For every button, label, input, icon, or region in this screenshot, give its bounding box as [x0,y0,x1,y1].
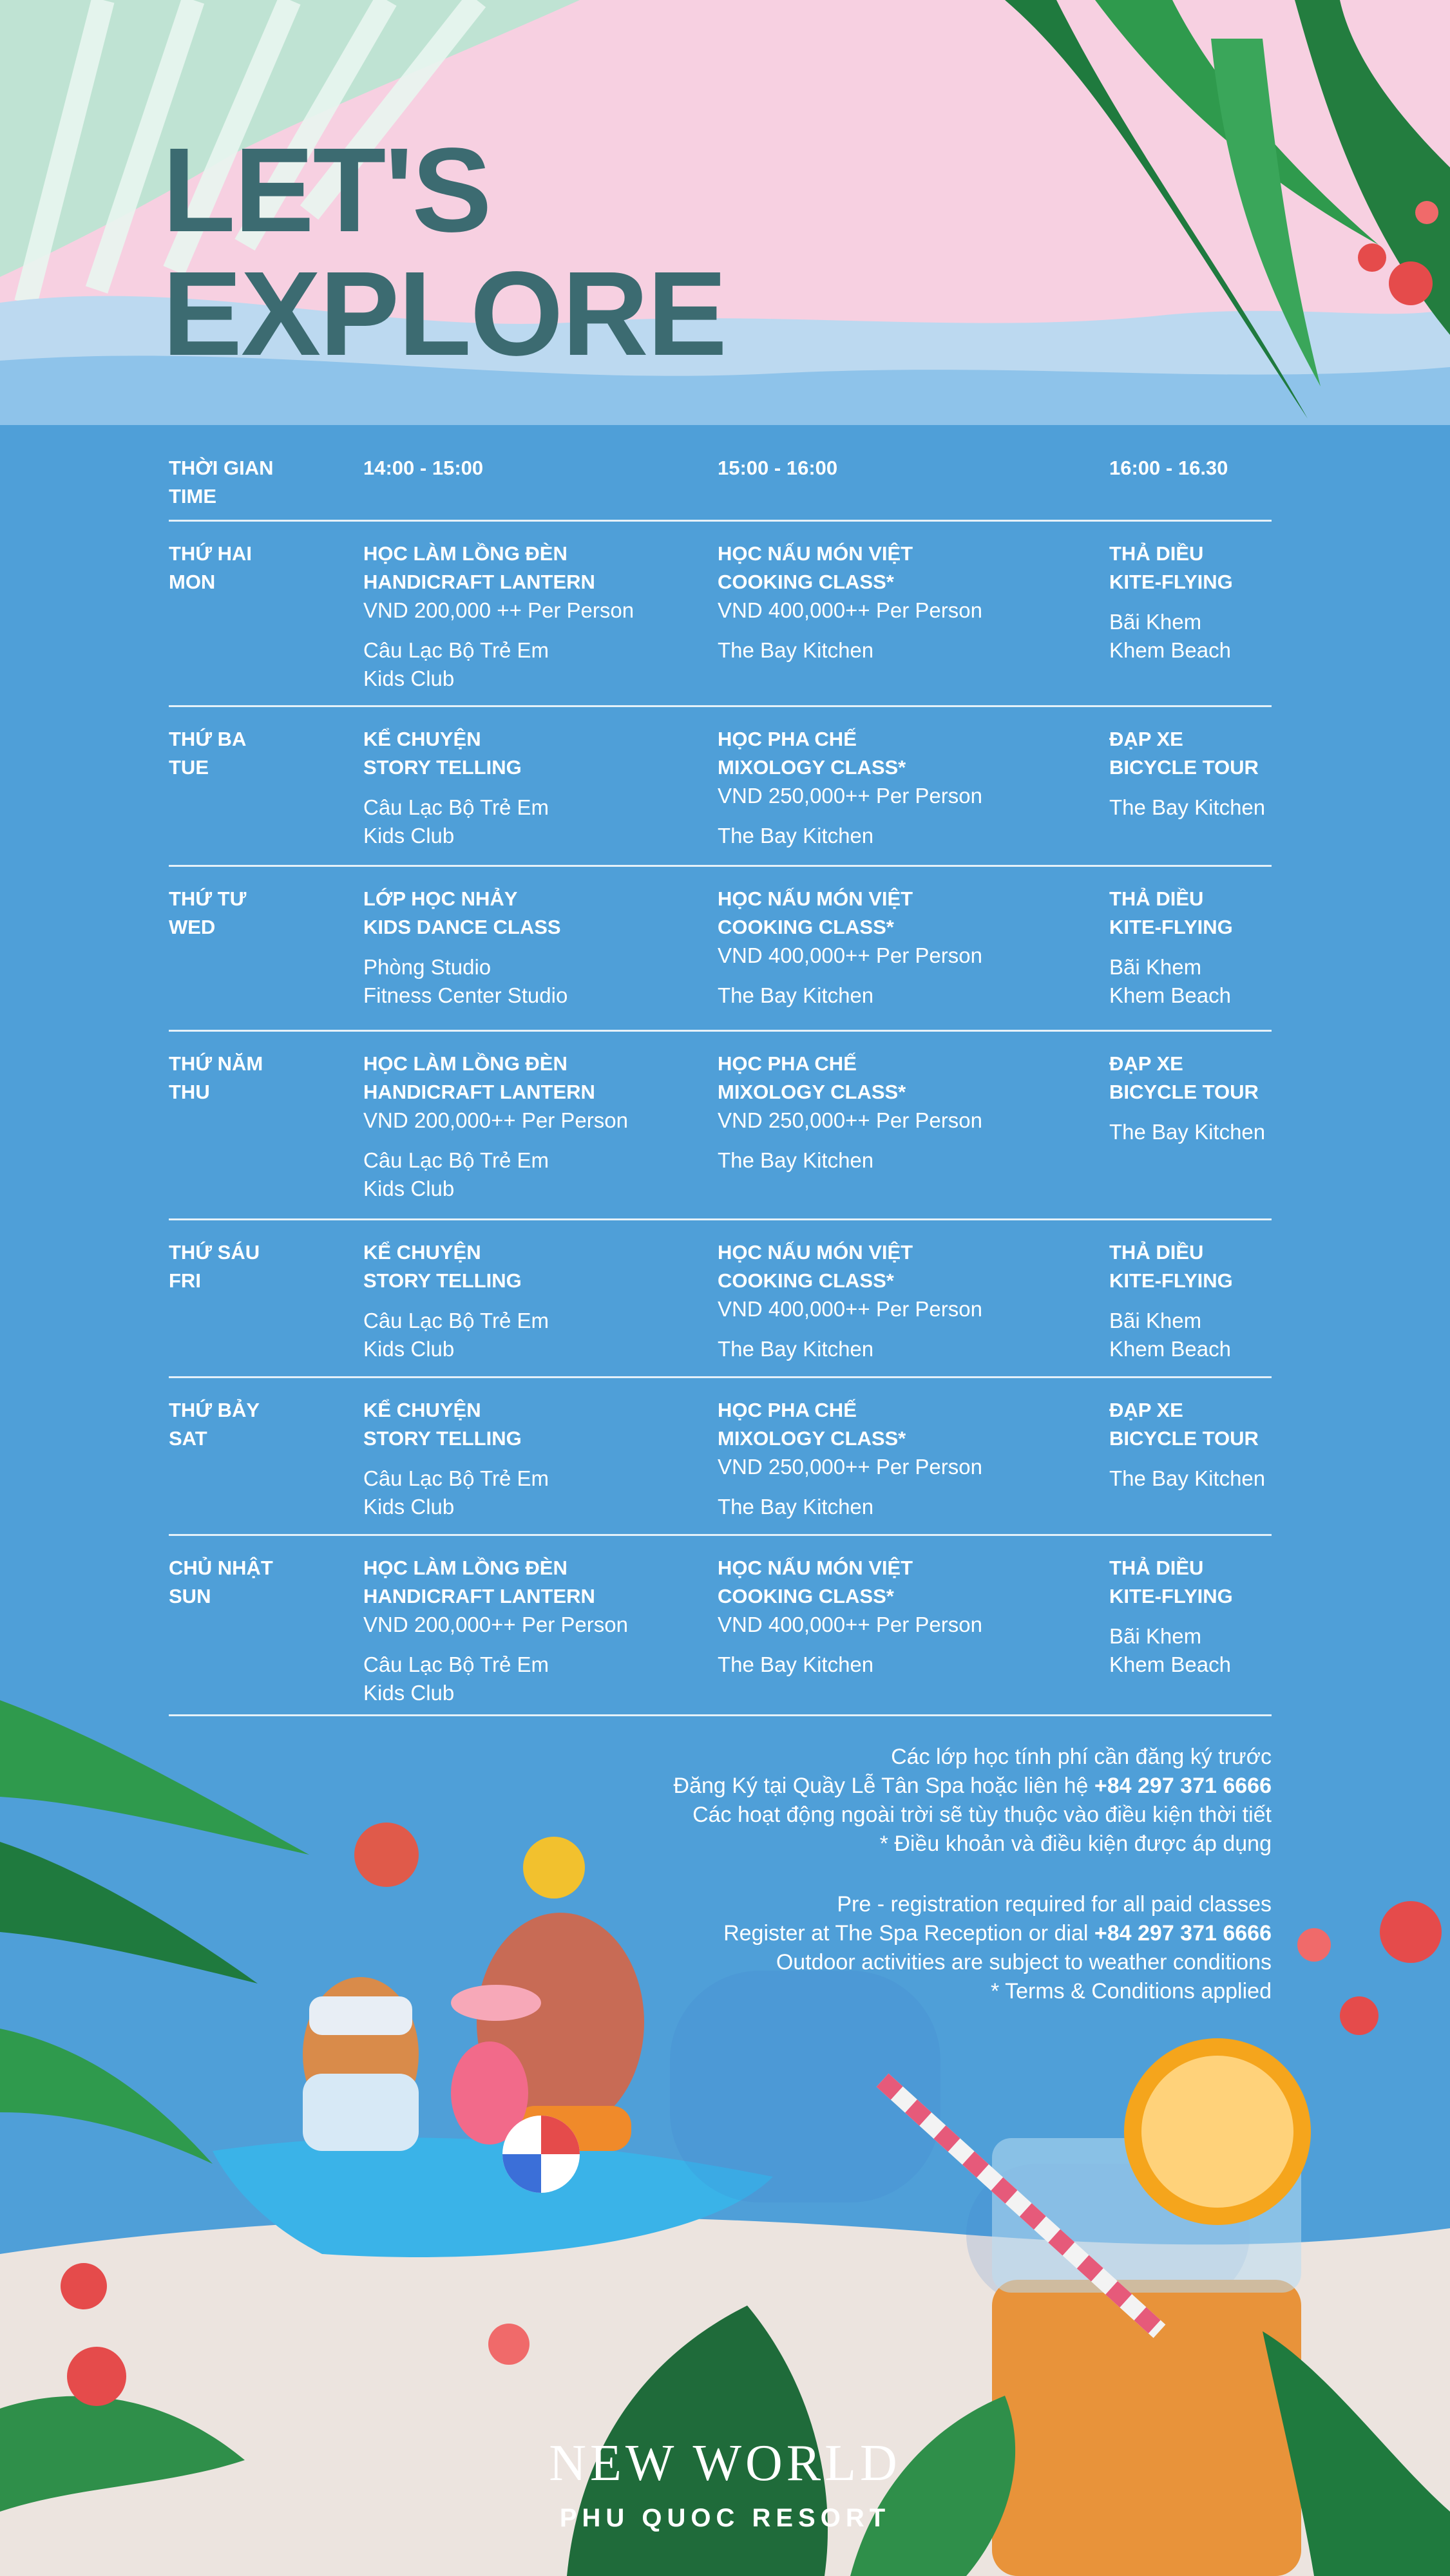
activity-location: Bãi Khem [1109,610,1202,634]
activity-title-en: BICYCLE TOUR [1109,756,1259,779]
activity-location: The Bay Kitchen [718,638,874,662]
activity-title-en: STORY TELLING [363,1269,522,1292]
day-cell [169,540,356,596]
note-vi-1: Các lớp học tính phí cần đăng ký trước [891,1745,1272,1769]
day-label-vi: THỨ BẢY [169,1399,260,1421]
slot-label: 14:00 - 15:00 [363,457,484,479]
day-label-en: SUN [169,1585,211,1607]
phone-number[interactable]: +84 297 371 6666 [1094,1774,1272,1798]
activity-title-vi: HỌC LÀM LỒNG ĐÈN [363,1052,568,1075]
day-label-en: SAT [169,1427,207,1450]
brand-subtitle: PHU QUOC RESORT [559,2504,891,2532]
activity-location: Câu Lạc Bộ Trẻ Em [363,1148,549,1172]
activity-location: The Bay Kitchen [1109,1120,1266,1144]
activity-title-vi: HỌC NẤU MÓN VIỆT [718,1557,913,1579]
activity-location: The Bay Kitchen [718,824,874,848]
day-label-vi: THỨ NĂM [169,1052,263,1075]
activity-title-vi: KỂ CHUYỆN [363,1399,481,1421]
activity-title-vi: ĐẠP XE [1109,1052,1183,1075]
activity-title-vi: HỌC NẤU MÓN VIỆT [718,1241,913,1264]
activity-title-vi: KỂ CHUYỆN [363,728,481,750]
activity-title-vi: THẢ DIỀU [1109,1241,1204,1264]
activity-title-en: HANDICRAFT LANTERN [363,1585,595,1607]
activity-cell [718,885,1104,1010]
day-row [169,1220,1272,1378]
activity-location: The Bay Kitchen [718,1653,874,1676]
day-cell [169,725,356,782]
slot-header-3 [1109,454,1277,482]
activity-title-vi: HỌC LÀM LỒNG ĐÈN [363,1557,568,1579]
activity-location: The Bay Kitchen [718,1337,874,1361]
activity-title-en: MIXOLOGY CLASS* [718,1427,906,1450]
activity-location: The Bay Kitchen [718,983,874,1007]
activity-location: Câu Lạc Bộ Trẻ Em [363,1309,549,1332]
activity-location-en: Kids Club [363,1177,455,1200]
activity-title-vi: LỚP HỌC NHẢY [363,887,518,910]
activity-price: VND 400,000++ Per Person [718,1297,982,1321]
day-label-vi: THỨ TƯ [169,887,247,910]
activity-title-en: COOKING CLASS* [718,1269,894,1292]
day-label-vi: THỨ HAI [169,542,253,565]
activity-title-en: KITE-FLYING [1109,571,1233,593]
day-cell [169,1238,356,1295]
activity-title-en: HANDICRAFT LANTERN [363,1081,595,1103]
activity-title-vi: KỂ CHUYỆN [363,1241,481,1264]
activity-cell [718,1396,1104,1521]
activity-location-en: Kids Club [363,1337,455,1361]
activity-title-vi: HỌC PHA CHẾ [718,728,857,750]
activity-cell [718,1050,1104,1175]
day-row [169,1536,1272,1716]
activity-location-en: Kids Club [363,1681,455,1705]
activity-title-en: HANDICRAFT LANTERN [363,571,595,593]
day-label-en: FRI [169,1269,201,1292]
activity-location-en: Kids Club [363,667,455,690]
day-row [169,867,1272,1032]
activity-title-en: BICYCLE TOUR [1109,1081,1259,1103]
activity-location-en: Khem Beach [1109,1653,1231,1676]
activity-location: The Bay Kitchen [718,1495,874,1519]
schedule-header-row [169,454,1272,522]
activity-cell [363,1396,711,1521]
day-cell [169,1554,356,1611]
day-row [169,1032,1272,1220]
day-label-vi: THỨ SÁU [169,1241,260,1264]
time-label-en: TIME [169,485,217,507]
activity-location: Bãi Khem [1109,1309,1202,1332]
activity-cell [1109,1554,1277,1679]
activity-cell [1109,725,1277,822]
activity-title-en: MIXOLOGY CLASS* [718,1081,906,1103]
note-en-3: Outdoor activities are subject to weather conditions [776,1950,1272,1975]
note-vi-2-text: Đăng Ký tại Quầy Lễ Tân Spa hoặc liên hệ [673,1774,1094,1798]
activity-cell [363,1050,711,1203]
activity-cell [718,1554,1104,1679]
activity-price: VND 200,000++ Per Person [363,1613,628,1636]
note-en-1: Pre - registration required for all paid classes [837,1892,1272,1917]
day-label-en: WED [169,916,216,938]
activity-cell [1109,540,1277,665]
day-row [169,1378,1272,1536]
note-en-2-text: Register at The Spa Reception or dial [723,1921,1094,1946]
day-label-en: MON [169,571,216,593]
activity-price: VND 400,000++ Per Person [718,598,982,622]
activity-price: VND 200,000++ Per Person [363,1108,628,1132]
activity-title-vi: HỌC NẤU MÓN VIỆT [718,542,913,565]
activity-location-en: Khem Beach [1109,638,1231,662]
activity-cell [1109,1238,1277,1363]
activity-cell [1109,1396,1277,1493]
activity-cell [363,725,711,850]
activity-cell [1109,1050,1277,1146]
day-label-en: THU [169,1081,210,1103]
activity-title-en: BICYCLE TOUR [1109,1427,1259,1450]
day-label-vi: THỨ BA [169,728,247,750]
day-cell [169,1050,356,1106]
day-row [169,522,1272,707]
slot-label: 15:00 - 16:00 [718,457,838,479]
activity-location: The Bay Kitchen [1109,795,1266,819]
activity-price: VND 200,000 ++ Per Person [363,598,634,622]
activity-schedule [169,454,1272,1716]
activity-title-en: KITE-FLYING [1109,1585,1233,1607]
page-title [162,124,726,381]
activity-price: VND 400,000++ Per Person [718,1613,982,1636]
activity-cell [718,1238,1104,1363]
slot-header-2 [718,454,1104,482]
activity-title-en: KIDS DANCE CLASS [363,916,561,938]
activity-title-en: MIXOLOGY CLASS* [718,756,906,779]
activity-title-vi: HỌC NẤU MÓN VIỆT [718,887,913,910]
activity-title-en: COOKING CLASS* [718,916,894,938]
activity-location-en: Khem Beach [1109,1337,1231,1361]
activity-title-en: KITE-FLYING [1109,916,1233,938]
activity-cell [718,725,1104,850]
activity-location: The Bay Kitchen [1109,1466,1266,1490]
activity-cell [718,540,1104,665]
activity-location-en: Fitness Center Studio [363,983,568,1007]
activity-title-en: STORY TELLING [363,1427,522,1450]
activity-title-en: KITE-FLYING [1109,1269,1233,1292]
day-label-vi: CHỦ NHẬT [169,1557,273,1579]
activity-location: Phòng Studio [363,955,491,979]
activity-title-vi: ĐẠP XE [1109,728,1183,750]
notes-english [370,1890,1272,2006]
activity-title-vi: THẢ DIỀU [1109,542,1204,565]
note-vi-4: * Điều khoản và điều kiện được áp dụng [879,1832,1272,1856]
activity-location-en: Kids Club [363,824,455,848]
activity-location: Bãi Khem [1109,1624,1202,1648]
activity-title-vi: THẢ DIỀU [1109,887,1204,910]
title-line-1: LET'S [162,124,491,257]
time-header-cell [169,454,356,511]
phone-number[interactable]: +84 297 371 6666 [1094,1921,1272,1946]
activity-title-en: COOKING CLASS* [718,1585,894,1607]
day-label-en: TUE [169,756,209,779]
activity-title-vi: THẢ DIỀU [1109,1557,1204,1579]
brand-logo: NEW WORLD [549,2435,901,2492]
activity-cell [363,1554,711,1707]
activity-location: Câu Lạc Bộ Trẻ Em [363,1653,549,1676]
notes-vietnamese [370,1743,1272,1859]
note-vi-3: Các hoạt động ngoài trời sẽ tùy thuộc vào điều kiện thời tiết [692,1803,1272,1827]
time-label-vi: THỜI GIAN [169,457,274,479]
activity-price: VND 250,000++ Per Person [718,784,982,808]
activity-title-vi: HỌC PHA CHẾ [718,1052,857,1075]
activity-title-vi: HỌC LÀM LỒNG ĐÈN [363,542,568,565]
day-cell [169,1396,356,1453]
day-row [169,707,1272,867]
activity-location: Bãi Khem [1109,955,1202,979]
activity-cell [1109,885,1277,1010]
note-en-2 [370,1919,1272,1948]
day-cell [169,885,356,942]
slot-header-1 [363,454,711,482]
note-vi-2 [370,1772,1272,1801]
activity-title-vi: HỌC PHA CHẾ [718,1399,857,1421]
activity-cell [363,540,711,693]
activity-title-vi: ĐẠP XE [1109,1399,1183,1421]
activity-price: VND 250,000++ Per Person [718,1455,982,1479]
activity-location-en: Khem Beach [1109,983,1231,1007]
activity-location: Câu Lạc Bộ Trẻ Em [363,795,549,819]
note-en-4: * Terms & Conditions applied [991,1979,1272,2003]
activity-price: VND 250,000++ Per Person [718,1108,982,1132]
activity-title-en: COOKING CLASS* [718,571,894,593]
activity-cell [363,1238,711,1363]
slot-label: 16:00 - 16.30 [1109,457,1228,479]
activity-location: The Bay Kitchen [718,1148,874,1172]
activity-title-en: STORY TELLING [363,756,522,779]
activity-price: VND 400,000++ Per Person [718,943,982,967]
activity-cell [363,885,711,1010]
activity-location-en: Kids Club [363,1495,455,1519]
activity-location: Câu Lạc Bộ Trẻ Em [363,638,549,662]
activity-location: Câu Lạc Bộ Trẻ Em [363,1466,549,1490]
title-line-2: EXPLORE [162,247,726,381]
